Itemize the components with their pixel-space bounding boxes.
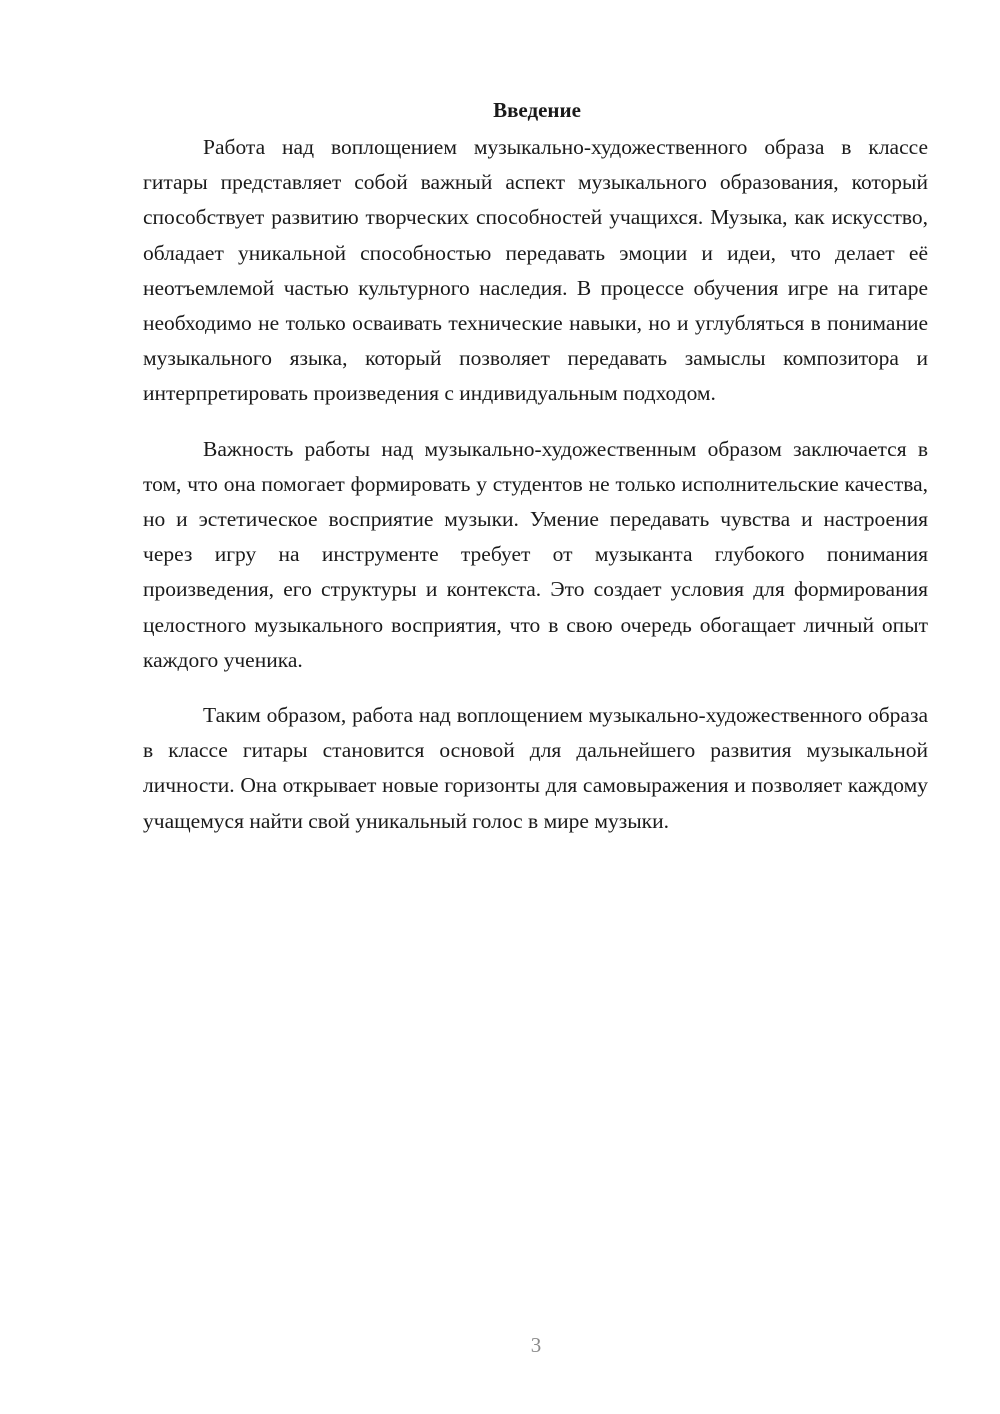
paragraph-1: Работа над воплощением музыкально-художественного образа в классе гитары представляет собой важный аспект музыкального образования, который способствует развитию творческих способностей учащихся. Музыка, как искусство, обладает уникальной способностью передавать эмоции и идеи, что делает её неотъемлемой частью культурного наследия. В процессе обучения игре на гитаре необходимо не только осваивать технические навыки, но и углубляться в понимание музыкального языка, который позволяет передавать замыслы композитора и интерпретировать произведения с индивидуальным подходом. [143,135,928,406]
paragraph-2: Важность работы над музыкально-художественным образом заключается в том, что она помогает формировать у студентов не только исполнительские качества, но и эстетическое восприятие музыки. Умение передавать чувства и настроения через игру на инструменте требует от музыканта глубокого понимания произведения, его структуры и контекста. Это создает условия для формирования целостного музыкального восприятия, что в свою очередь обогащает личный опыт каждого ученика. [143,436,928,672]
page-content [143,94,928,859]
page-number: 3 [530,1333,542,1357]
paragraph-3: Таким образом, работа над воплощением музыкально-художественного образа в классе гитары становится основой для дальнейшего развития музыкальной личности. Она открывает новые горизонты для самовыражения и позволяет каждому учащемуся найти свой уникальный голос в мире музыки. [143,703,928,833]
section-heading: Введение [493,98,581,122]
